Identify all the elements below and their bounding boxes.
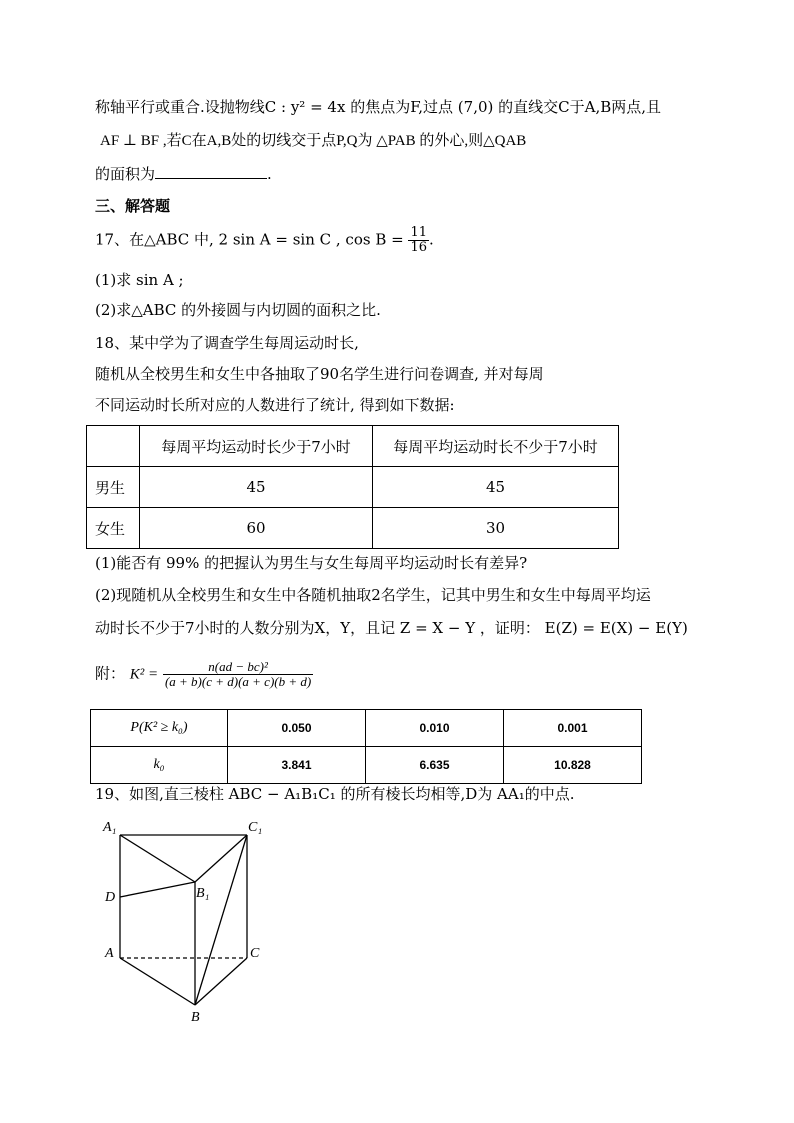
q16-line-2: AF ⊥ BF ,若C在A,B处的切线交于点P,Q为 △PAB 的外心,则△QAB — [100, 133, 527, 149]
q18-line-2: 随机从全校男生和女生中各抽取了90名学生进行问卷调查, 并对每周 — [95, 365, 544, 383]
label-c1: C₁ — [248, 820, 263, 835]
label-b: B — [191, 1010, 200, 1025]
answer-blank — [155, 164, 267, 179]
q17-fraction — [408, 226, 429, 255]
q18-line-3: 不同运动时长所对应的人数进行了统计, 得到如下数据: — [95, 396, 455, 414]
section-title: 三、解答题 — [95, 197, 171, 215]
q17-stem-end: . — [429, 230, 434, 249]
q17-part-1: (1)求 sin A ; — [95, 271, 184, 289]
table-row — [91, 747, 642, 784]
prism-figure — [95, 815, 285, 1030]
table-cell: 45 — [373, 467, 619, 508]
segment-c1-b — [195, 835, 247, 1005]
table-cell: 0.010 — [366, 710, 504, 747]
table-row-label: k₀ — [91, 747, 228, 784]
q18-part-2-line-2: 动时长不少于7小时的人数分别为X，Y，且记 Z = X − Y ，证明： E(Z) = E(X) − E(Y) — [95, 619, 688, 637]
label-c: C — [250, 946, 260, 961]
table-row — [87, 508, 619, 549]
table-row-label: P(K² ≥ k₀) — [91, 710, 228, 747]
q16-line-3-suffix: . — [267, 165, 272, 183]
label-a: A — [105, 946, 114, 961]
table-cell: 3.841 — [228, 747, 366, 784]
table-cell: 0.001 — [504, 710, 642, 747]
table-cell: 6.635 — [366, 747, 504, 784]
table-row — [87, 467, 619, 508]
critical-value-table — [90, 709, 642, 784]
table-row — [91, 710, 642, 747]
q17-frac-num: 11 — [410, 225, 428, 240]
label-a1: A₁ — [103, 820, 117, 835]
table-header-row — [87, 426, 619, 467]
edge-a1-b1 — [120, 835, 195, 882]
formula-fraction — [163, 660, 313, 689]
q18-line-1: 18、某中学为了调查学生每周运动时长, — [95, 334, 359, 352]
table-row-label: 女生 — [87, 508, 140, 549]
q17-frac-den: 16 — [410, 240, 428, 255]
table-cell: 10.828 — [504, 747, 642, 784]
table-cell: 30 — [373, 508, 619, 549]
table-row-label: 男生 — [87, 467, 140, 508]
appendix-label: 附： — [95, 664, 126, 683]
q18-part-1: (1)能否有 99% 的把握认为男生与女生每周平均运动时长有差异? — [95, 554, 528, 572]
table-cell: 60 — [140, 508, 373, 549]
q17-part-2: (2)求△ABC 的外接圆与内切圆的面积之比. — [95, 301, 381, 319]
q18-formula — [95, 660, 313, 689]
label-d: D — [105, 890, 116, 905]
q17-stem — [95, 226, 434, 255]
q19-stem: 19、如图,直三棱柱 ABC − A₁B₁C₁ 的所有棱长均相等,D为 AA₁的中点. — [95, 785, 575, 803]
formula-lhs: K² = — [129, 666, 159, 683]
formula-numerator: n(ad − bc)² — [163, 660, 313, 675]
table-header-cell: 每周平均运动时长少于7小时 — [140, 426, 373, 467]
q16-line-3-prefix: 的面积为 — [95, 165, 156, 183]
formula-denominator: (a + b)(c + d)(a + c)(b + d) — [164, 674, 312, 689]
table-header-cell: 每周平均运动时长不少于7小时 — [373, 426, 619, 467]
table-cell: 0.050 — [228, 710, 366, 747]
q18-part-2-line-1: (2)现随机从全校男生和女生中各随机抽取2名学生，记其中男生和女生中每周平均运 — [95, 586, 651, 604]
q16-line-1: 称轴平行或重合.设抛物线C : y² = 4x 的焦点为F,过点 (7,0) 的直线交C于A,B两点,且 — [95, 98, 662, 116]
q17-stem-text: 17、在△ABC 中, 2 sin A = sin C , cos B = — [95, 230, 404, 249]
survey-table — [86, 425, 619, 549]
label-b1: B₁ — [196, 886, 210, 901]
q16-line-3 — [95, 164, 272, 184]
table-cell: 45 — [140, 467, 373, 508]
table-header-cell — [87, 426, 140, 467]
segment-d-b1 — [120, 882, 195, 897]
edge-a-b — [120, 958, 195, 1005]
